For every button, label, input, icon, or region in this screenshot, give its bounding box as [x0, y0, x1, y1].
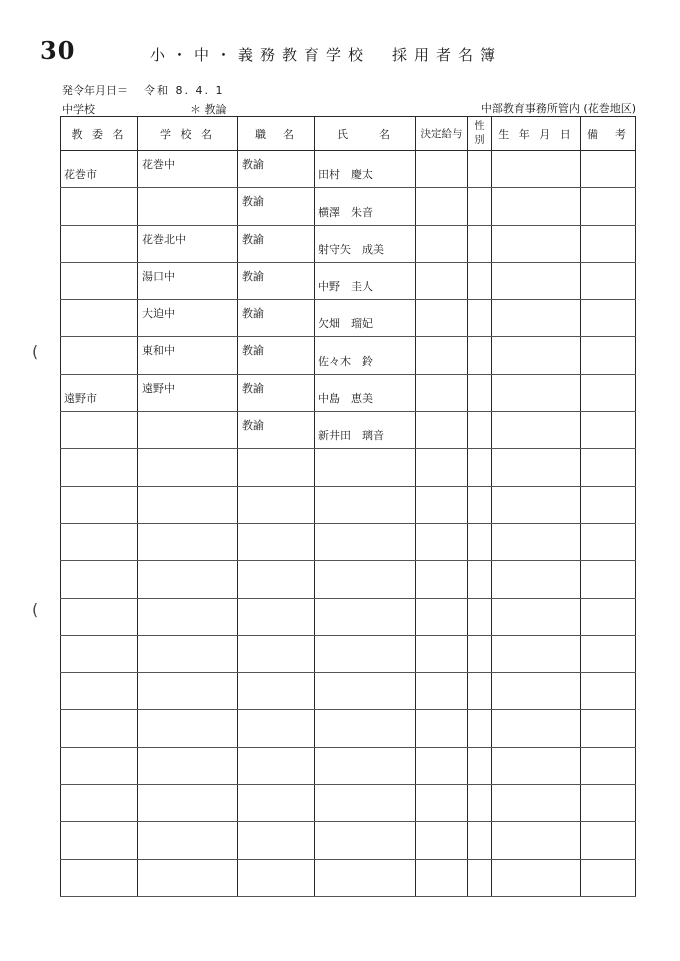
person-name: 中野 圭人	[318, 280, 373, 294]
notes-cell	[581, 822, 636, 859]
board-cell	[61, 635, 138, 672]
job-cell	[238, 300, 315, 337]
salary-cell	[416, 710, 468, 747]
name-cell	[315, 262, 416, 299]
binding-mark: (	[32, 600, 39, 619]
school-cell	[138, 523, 238, 560]
notes-cell	[581, 486, 636, 523]
school-cell	[138, 412, 238, 449]
notes-cell	[581, 859, 636, 896]
issue-date-label: 発令年月日＝	[62, 84, 128, 97]
board-cell	[61, 785, 138, 822]
table-row	[61, 635, 636, 672]
salary-cell	[416, 188, 468, 225]
school-cell	[138, 374, 238, 411]
name-cell	[315, 225, 416, 262]
name-cell	[315, 561, 416, 598]
header-row	[61, 117, 636, 151]
school-cell	[138, 225, 238, 262]
salary-cell	[416, 262, 468, 299]
job-cell	[238, 822, 315, 859]
birthdate-cell	[492, 561, 581, 598]
job-cell	[238, 486, 315, 523]
salary-cell	[416, 859, 468, 896]
board-cell	[61, 151, 138, 188]
person-name: 新井田 璃音	[318, 429, 384, 443]
notes-cell	[581, 785, 636, 822]
name-cell	[315, 859, 416, 896]
roster-body	[61, 151, 636, 897]
salary-cell	[416, 449, 468, 486]
person-name: 中島 恵美	[318, 392, 373, 406]
notes-cell	[581, 747, 636, 784]
gender-cell	[468, 412, 492, 449]
school-cell	[138, 635, 238, 672]
birthdate-cell	[492, 710, 581, 747]
table-row	[61, 337, 636, 374]
school-name: 大迫中	[142, 307, 175, 321]
salary-cell	[416, 337, 468, 374]
salary-cell	[416, 151, 468, 188]
birthdate-cell	[492, 635, 581, 672]
school-name: 遠野中	[142, 381, 175, 395]
name-cell	[315, 449, 416, 486]
gender-cell	[468, 673, 492, 710]
gender-cell	[468, 262, 492, 299]
table-row	[61, 151, 636, 188]
gender-cell	[468, 635, 492, 672]
table-row	[61, 374, 636, 411]
gender-cell	[468, 747, 492, 784]
school-cell	[138, 710, 238, 747]
column-header-salary: 決定給与	[416, 117, 468, 151]
birthdate-cell	[492, 523, 581, 560]
table-row	[61, 598, 636, 635]
notes-cell	[581, 635, 636, 672]
salary-cell	[416, 635, 468, 672]
board-cell	[61, 673, 138, 710]
job-cell	[238, 859, 315, 896]
job-cell	[238, 412, 315, 449]
position-label: ＊ 教論	[190, 103, 227, 116]
gender-cell	[468, 523, 492, 560]
school-cell	[138, 673, 238, 710]
birthdate-cell	[492, 859, 581, 896]
salary-cell	[416, 374, 468, 411]
name-cell	[315, 635, 416, 672]
board-cell	[61, 188, 138, 225]
gender-cell	[468, 822, 492, 859]
birthdate-cell	[492, 822, 581, 859]
notes-cell	[581, 710, 636, 747]
salary-cell	[416, 225, 468, 262]
board-cell	[61, 337, 138, 374]
notes-cell	[581, 151, 636, 188]
gender-cell	[468, 374, 492, 411]
table-row	[61, 822, 636, 859]
school-cell	[138, 337, 238, 374]
salary-cell	[416, 412, 468, 449]
notes-cell	[581, 523, 636, 560]
column-header-job: 職 名	[238, 117, 315, 151]
school-cell	[138, 262, 238, 299]
salary-cell	[416, 561, 468, 598]
birthdate-cell	[492, 449, 581, 486]
board-cell	[61, 859, 138, 896]
job-cell	[238, 337, 315, 374]
page-number: 30	[40, 36, 76, 65]
job-title: 教諭	[242, 232, 264, 246]
job-cell	[238, 262, 315, 299]
gender-cell	[468, 598, 492, 635]
board-name: 遠野市	[64, 392, 97, 406]
table-row	[61, 747, 636, 784]
birthdate-cell	[492, 785, 581, 822]
job-cell	[238, 449, 315, 486]
person-name: 横澤 朱音	[318, 205, 373, 219]
salary-cell	[416, 822, 468, 859]
board-cell	[61, 374, 138, 411]
board-cell	[61, 449, 138, 486]
job-title: 教諭	[242, 344, 264, 358]
table-row	[61, 561, 636, 598]
job-cell	[238, 785, 315, 822]
job-cell	[238, 151, 315, 188]
school-cell	[138, 822, 238, 859]
salary-cell	[416, 785, 468, 822]
birthdate-cell	[492, 747, 581, 784]
job-cell	[238, 673, 315, 710]
salary-cell	[416, 300, 468, 337]
birthdate-cell	[492, 188, 581, 225]
table-row	[61, 412, 636, 449]
school-name: 東和中	[142, 344, 175, 358]
person-name: 佐々木 鈴	[318, 354, 373, 368]
salary-cell	[416, 486, 468, 523]
name-cell	[315, 337, 416, 374]
notes-cell	[581, 449, 636, 486]
board-cell	[61, 561, 138, 598]
gender-cell	[468, 710, 492, 747]
job-title: 教諭	[242, 269, 264, 283]
district-label: 中部教育事務所管内 (花巻地区)	[480, 102, 636, 115]
table-row	[61, 673, 636, 710]
birthdate-cell	[492, 337, 581, 374]
job-title: 教諭	[242, 307, 264, 321]
roster-table	[60, 116, 636, 897]
school-cell	[138, 151, 238, 188]
job-cell	[238, 374, 315, 411]
table-row	[61, 262, 636, 299]
column-header-notes: 備 考	[581, 117, 636, 151]
notes-cell	[581, 300, 636, 337]
table-row	[61, 785, 636, 822]
notes-cell	[581, 374, 636, 411]
salary-cell	[416, 598, 468, 635]
gender-cell	[468, 449, 492, 486]
binding-mark: (	[32, 342, 39, 361]
gender-cell	[468, 785, 492, 822]
birthdate-cell	[492, 300, 581, 337]
name-cell	[315, 188, 416, 225]
school-cell	[138, 561, 238, 598]
board-cell	[61, 262, 138, 299]
document-title: 小・中・義務教育学校 採用者名簿	[150, 46, 503, 64]
gender-header-text	[475, 121, 485, 146]
name-cell	[315, 412, 416, 449]
board-cell	[61, 225, 138, 262]
table-row	[61, 449, 636, 486]
name-cell	[315, 673, 416, 710]
gender-cell	[468, 188, 492, 225]
table-row	[61, 523, 636, 560]
school-name: 花巻北中	[142, 232, 186, 246]
job-cell	[238, 635, 315, 672]
gender-cell	[468, 561, 492, 598]
birthdate-cell	[492, 151, 581, 188]
school-name: 花巻中	[142, 158, 175, 171]
table-row	[61, 486, 636, 523]
column-header-board: 教 委 名	[61, 117, 138, 151]
job-cell	[238, 598, 315, 635]
name-cell	[315, 822, 416, 859]
school-cell	[138, 785, 238, 822]
job-cell	[238, 561, 315, 598]
gender-cell	[468, 337, 492, 374]
birthdate-cell	[492, 225, 581, 262]
board-cell	[61, 300, 138, 337]
table-row	[61, 859, 636, 896]
job-cell	[238, 225, 315, 262]
notes-cell	[581, 337, 636, 374]
table-row	[61, 300, 636, 337]
salary-cell	[416, 673, 468, 710]
salary-cell	[416, 747, 468, 784]
column-header-school: 学 校 名	[138, 117, 238, 151]
person-name: 射守矢 成美	[318, 242, 384, 256]
column-header-gender	[468, 117, 492, 151]
board-cell	[61, 822, 138, 859]
birthdate-cell	[492, 374, 581, 411]
name-cell	[315, 151, 416, 188]
name-cell	[315, 598, 416, 635]
gender-header-char: 別	[474, 134, 485, 146]
board-cell	[61, 710, 138, 747]
birthdate-cell	[492, 598, 581, 635]
name-cell	[315, 374, 416, 411]
person-name: 田村 慶太	[318, 168, 373, 182]
column-header-name: 氏 名	[315, 117, 416, 151]
notes-cell	[581, 598, 636, 635]
gender-cell	[468, 225, 492, 262]
board-cell	[61, 412, 138, 449]
notes-cell	[581, 412, 636, 449]
gender-cell	[468, 859, 492, 896]
notes-cell	[581, 188, 636, 225]
job-cell	[238, 523, 315, 560]
issue-date-value: 令和 8. 4. 1	[144, 84, 225, 97]
birthdate-cell	[492, 412, 581, 449]
birthdate-cell	[492, 262, 581, 299]
job-title: 教諭	[242, 158, 264, 171]
notes-cell	[581, 561, 636, 598]
name-cell	[315, 710, 416, 747]
notes-cell	[581, 225, 636, 262]
birthdate-cell	[492, 673, 581, 710]
board-name: 花巻市	[64, 168, 97, 182]
school-cell	[138, 188, 238, 225]
column-header-birthdate: 生 年 月 日	[492, 117, 581, 151]
job-title: 教諭	[242, 195, 264, 209]
gender-cell	[468, 486, 492, 523]
table-row	[61, 225, 636, 262]
table-row	[61, 710, 636, 747]
birthdate-cell	[492, 486, 581, 523]
school-cell	[138, 449, 238, 486]
job-cell	[238, 188, 315, 225]
name-cell	[315, 523, 416, 560]
school-cell	[138, 300, 238, 337]
school-cell	[138, 598, 238, 635]
job-title: 教諭	[242, 419, 264, 433]
gender-cell	[468, 151, 492, 188]
name-cell	[315, 785, 416, 822]
salary-cell	[416, 523, 468, 560]
job-title: 教諭	[242, 381, 264, 395]
name-cell	[315, 486, 416, 523]
table-row	[61, 188, 636, 225]
gender-cell	[468, 300, 492, 337]
notes-cell	[581, 673, 636, 710]
name-cell	[315, 747, 416, 784]
board-cell	[61, 747, 138, 784]
board-cell	[61, 523, 138, 560]
board-cell	[61, 598, 138, 635]
board-cell	[61, 486, 138, 523]
notes-cell	[581, 262, 636, 299]
school-cell	[138, 859, 238, 896]
job-cell	[238, 747, 315, 784]
school-type: 中学校	[62, 103, 95, 116]
school-name: 湯口中	[142, 269, 175, 283]
school-cell	[138, 747, 238, 784]
person-name: 欠畑 瑠妃	[318, 317, 373, 331]
name-cell	[315, 300, 416, 337]
job-cell	[238, 710, 315, 747]
gender-header-char: 性	[474, 120, 485, 132]
school-cell	[138, 486, 238, 523]
